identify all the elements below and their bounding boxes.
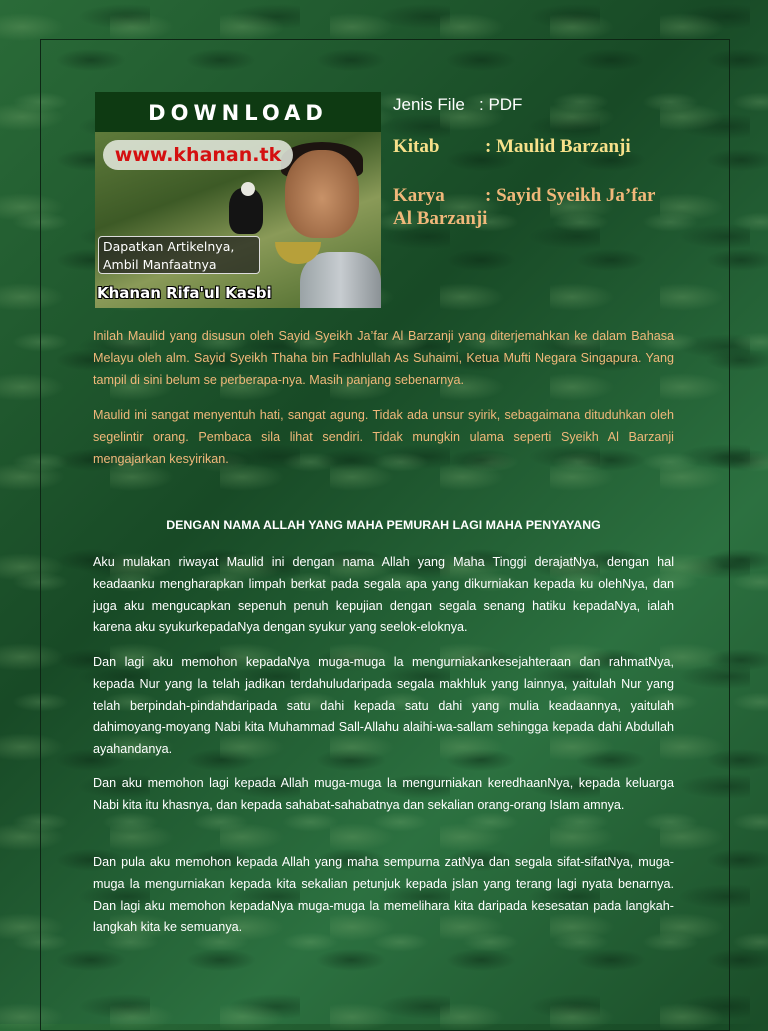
- banner-title: DOWNLOAD: [95, 92, 381, 132]
- person-shirt: [300, 252, 381, 308]
- section-heading: DENGAN NAMA ALLAH YANG MAHA PEMURAH LAGI MAHA PENYAYANG: [166, 518, 601, 532]
- person-face: [285, 150, 359, 238]
- banner-url[interactable]: www.khanan.tk: [103, 140, 293, 170]
- file-type-label: Jenis File: [393, 95, 465, 114]
- book-value: : Maulid Barzanji: [485, 136, 631, 157]
- intro-paragraph-1: Inilah Maulid yang disusun oleh Sayid Syeikh Ja’far Al Barzanji yang diterjemahkan ke dalam Bahasa Melayu oleh alm. Sayid Syeikh Thaha bin Fadhlullah As Suhaimi, Ketua Mufti Negara Singapura. Yang tampil di sini belum se perberapa-nya. Masih panjang sebenarnya.: [93, 329, 674, 387]
- file-type-row: [393, 95, 522, 115]
- intro-paragraph-2: Maulid ini sangat menyentuh hati, sangat agung. Tidak ada unsur syirik, sebagaimana dituduhkan oleh segelintir orang. Pembaca sila lihat sendiri. Tidak mungkin ulama seperti Syeikh Al Barzanji mengajarkan kesyirikan.: [93, 408, 674, 466]
- download-banner[interactable]: [95, 92, 381, 308]
- bird-head: [241, 182, 255, 196]
- book-row: [393, 136, 631, 158]
- author-value-cont: Al Barzanji: [393, 208, 488, 229]
- banner-tagline: [98, 236, 260, 274]
- body-paragraph-1: Aku mulakan riwayat Maulid ini dengan nama Allah yang Maha Tinggi derajatNya, dengan hal keadaanku mengharapkan limpah berkat pada segala apa yang dikurniakan kepada ku olehNya, dan juga aku mengucapkan sepenuh penuh kepujian dengan segala senang hatiku kepadaNya, ialah karena aku syukurkepadaNya dengan syukur yang seelok-eloknya.: [93, 555, 674, 635]
- body-paragraph-2: Dan lagi aku memohon kepadaNya muga-muga la mengurniakankesejahteraan dan rahmatNya, kepada Nur yang la telah jadikan terdahuludaripada segala makhluk yang lainnya, yaitulah Nur yang telah berpindah-pindahdaripada satu dahi kepada satu dahi yang mulia keadaannya, yaitulah dahimoyang-moyang Nabi kita Muhammad Sall-Allahu alaihi-wa-sallam sehingga kepada dahi Abdullah ayahandanya.: [93, 655, 674, 757]
- tagline-line-1: Dapatkan Artikelnya,: [103, 239, 235, 254]
- author-label: Karya: [393, 185, 445, 206]
- book-label: Kitab: [393, 136, 440, 157]
- banner-author: Khanan Rifa'ul Kasbi: [97, 284, 272, 302]
- body-paragraph-3: Dan aku memohon lagi kepada Allah muga-muga la mengurniakan keredhaanNya, kepada keluarga Nabi kita itu khasnya, dan kepada sahabat-sahabatnya dan sekalian orang-orang Islam amnya.: [93, 776, 674, 812]
- tagline-line-2: Ambil Manfaatnya: [103, 257, 217, 272]
- file-type-value: : PDF: [479, 95, 523, 114]
- author-row: [393, 184, 693, 230]
- author-value: : Sayid Syeikh Ja’far: [485, 185, 656, 206]
- body-paragraph-4: Dan pula aku memohon kepada Allah yang maha sempurna zatNya dan segala sifat-sifatNya, muga-muga la mengurniakan kepada kita sekalian petunjuk kepada jslan yang terang lagi nyata benarnya. Dan lagi aku memohon kepadaNya muga-muga la memelihara kita daripada kesesatan pada langkah-langkah kita ke semuanya.: [93, 855, 674, 935]
